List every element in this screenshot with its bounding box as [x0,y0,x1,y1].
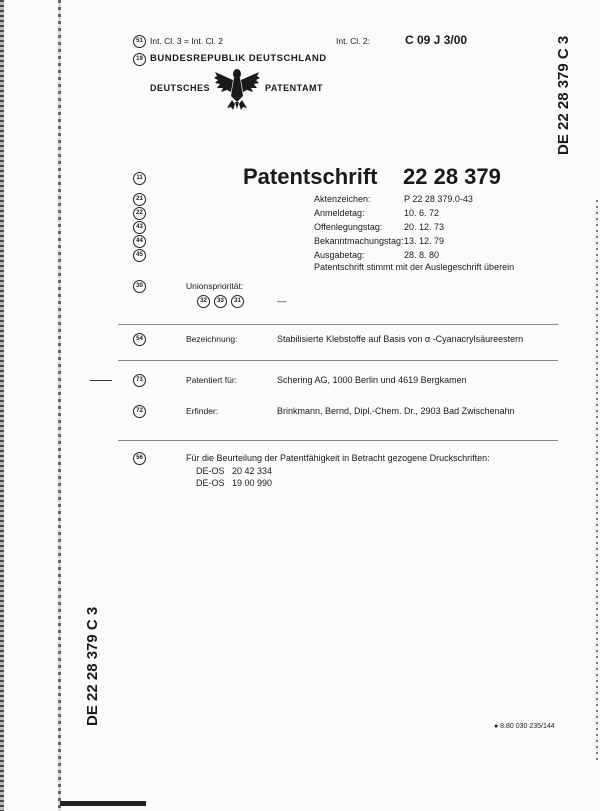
divider-1 [118,324,558,325]
bib-value: 28. 8. 80 [404,250,440,260]
priority-label: Unionspriorität: [186,281,244,291]
office-right: PATENTAMT [265,83,323,93]
classification: C 09 J 3/00 [405,33,468,47]
patentee-value: Schering AG, 1000 Berlin und 4619 Bergkamen [277,375,467,385]
priority-code-31: 31 [231,295,244,308]
print-info: ● 8.80 030 235/144 [494,723,555,730]
code-44-circle: 44 [133,235,146,248]
bib-label: Anmeldetag: [314,208,365,218]
scan-edge-left [0,0,4,811]
bib-value: 13. 12. 79 [404,236,445,246]
country: BUNDESREPUBLIK DEUTSCHLAND [150,53,327,64]
priority-code-33: 33 [214,295,227,308]
note: Patentschrift stimmt mit der Auslegeschrift überein [314,262,515,272]
code-22-circle: 22 [133,207,146,220]
citations-heading: Für die Beurteilung der Patentfähigkeit in Betracht gezogene Druckschriften: [186,453,490,463]
bib-label: Ausgabetag: [314,250,365,260]
code-56-circle: 56 [133,452,146,465]
doc-number: 22 28 379 [403,164,501,189]
intcl-right-label: Int. Cl. 2: [336,36,371,46]
code-11-circle: 11 [133,172,146,185]
intcl-left: Int. Cl. 3 = Int. Cl. 2 [150,36,223,46]
scan-bar-bottom [60,801,146,806]
bib-value: 10. 6. 72 [404,208,440,218]
code-54-circle: 54 [133,333,146,346]
inventor-value: Brinkmann, Bernd, Dipl.-Chem. Dr., 2903 Bad Zwischenahn [277,406,515,416]
scan-edge-right [596,200,598,760]
citation-2: DE-OS 19 00 990 [196,478,273,488]
code-72-circle: 72 [133,405,146,418]
bib-label: Offenlegungstag: [314,222,383,232]
code-30-circle: 30 [133,280,146,293]
patentee-label: Patentiert für: [186,375,238,385]
code-19-circle: 19 [133,53,146,66]
designation-value: Stabilisierte Klebstoffe auf Basis von α -Cyanacrylsäureestern [277,334,524,344]
side-number-bottom: DE 22 28 379 C 3 [84,606,101,726]
margin-mark [90,380,112,381]
code-45-circle: 45 [133,249,146,262]
bib-label: Aktenzeichen: [314,194,371,204]
office-left: DEUTSCHES [150,83,211,93]
code-43-circle: 43 [133,221,146,234]
priority-code-32: 32 [197,295,210,308]
designation-label: Bezeichnung: [186,334,238,344]
priority-value: — [277,296,286,306]
citation-1: DE-OS 20 42 334 [196,466,273,476]
divider-3 [118,440,558,441]
code-73-circle: 73 [133,374,146,387]
eagle-emblem-icon [213,62,261,112]
code-51-circle: 51 [133,35,146,48]
bib-value: P 22 28 379.0-43 [404,194,473,204]
scan-edge-inner [58,0,61,811]
code-21-circle: 21 [133,193,146,206]
doc-type: Patentschrift [243,164,378,189]
bib-value: 20. 12. 73 [404,222,445,232]
inventor-label: Erfinder: [186,406,219,416]
side-number-top: DE 22 28 379 C 3 [555,35,572,155]
divider-2 [118,360,558,361]
bib-label: Bekanntmachungstag: [314,236,404,246]
